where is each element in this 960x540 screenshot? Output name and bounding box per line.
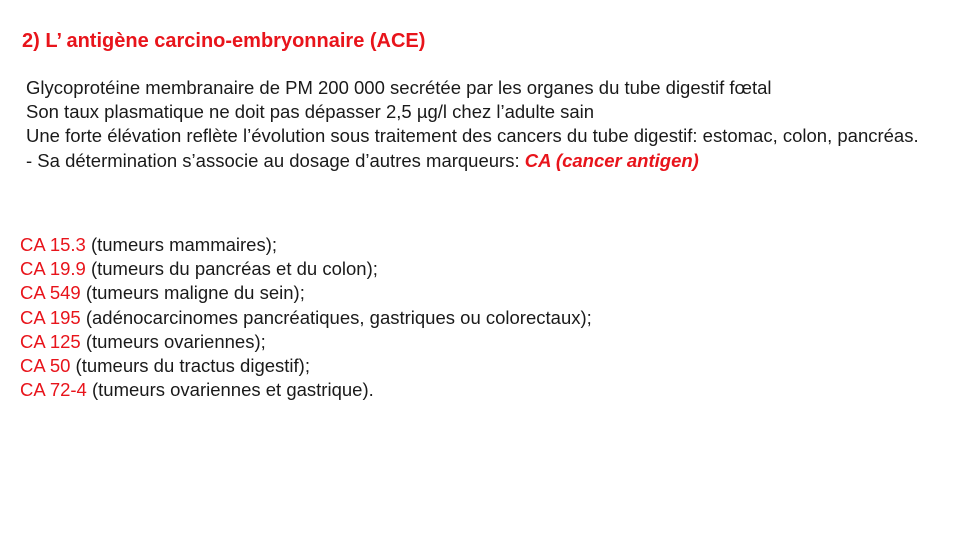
ca-emphasis: CA (cancer antigen): [524, 149, 699, 171]
list-item: [20, 281, 920, 305]
intro-line-2: Son taux plasmatique ne doit pas dépasser 2,5 µg/l chez l’adulte sain: [26, 101, 595, 123]
slide-title: 2) L’ antigène carcino-embryonnaire (ACE): [22, 30, 426, 52]
intro-line-1: Glycoprotéine membranaire de PM 200 000 secrétée par les organes du tube digestif fœtal: [26, 77, 772, 98]
intro-line-3: Une forte élévation reflète l’évolution sous traitement des cancers du tube digestif: estomac, colon, pancréas.: [26, 125, 919, 147]
list-item: [20, 378, 920, 402]
marker-code: CA 19.9: [20, 258, 86, 280]
marker-code: CA 549: [20, 282, 81, 304]
marker-list: [20, 233, 920, 402]
marker-code: CA 50: [20, 355, 71, 377]
list-item: [20, 330, 920, 354]
list-item: [20, 257, 920, 281]
marker-description: (tumeurs du pancréas et du colon);: [85, 258, 378, 280]
marker-description: (tumeurs ovariennes);: [80, 330, 266, 352]
marker-description: (adénocarcinomes pancréatiques, gastriques ou colorectaux);: [80, 306, 592, 328]
intro-line-4-text: - Sa détermination s’associe au dosage d’autres marqueurs:: [26, 149, 525, 171]
marker-code: CA 15.3: [20, 234, 86, 255]
list-item: [20, 233, 920, 257]
list-item: [20, 306, 920, 330]
marker-code: CA 72-4: [20, 379, 87, 401]
marker-description: (tumeurs mammaires);: [85, 234, 278, 255]
intro-paragraph: [26, 76, 946, 173]
marker-description: (tumeurs du tractus digestif);: [70, 355, 310, 377]
marker-code: CA 195: [20, 306, 81, 328]
marker-code: CA 125: [20, 330, 81, 352]
intro-line-4: [26, 149, 946, 173]
list-item: [20, 354, 920, 378]
marker-description: (tumeurs ovariennes et gastrique).: [86, 379, 374, 401]
marker-description: (tumeurs maligne du sein);: [80, 282, 305, 304]
